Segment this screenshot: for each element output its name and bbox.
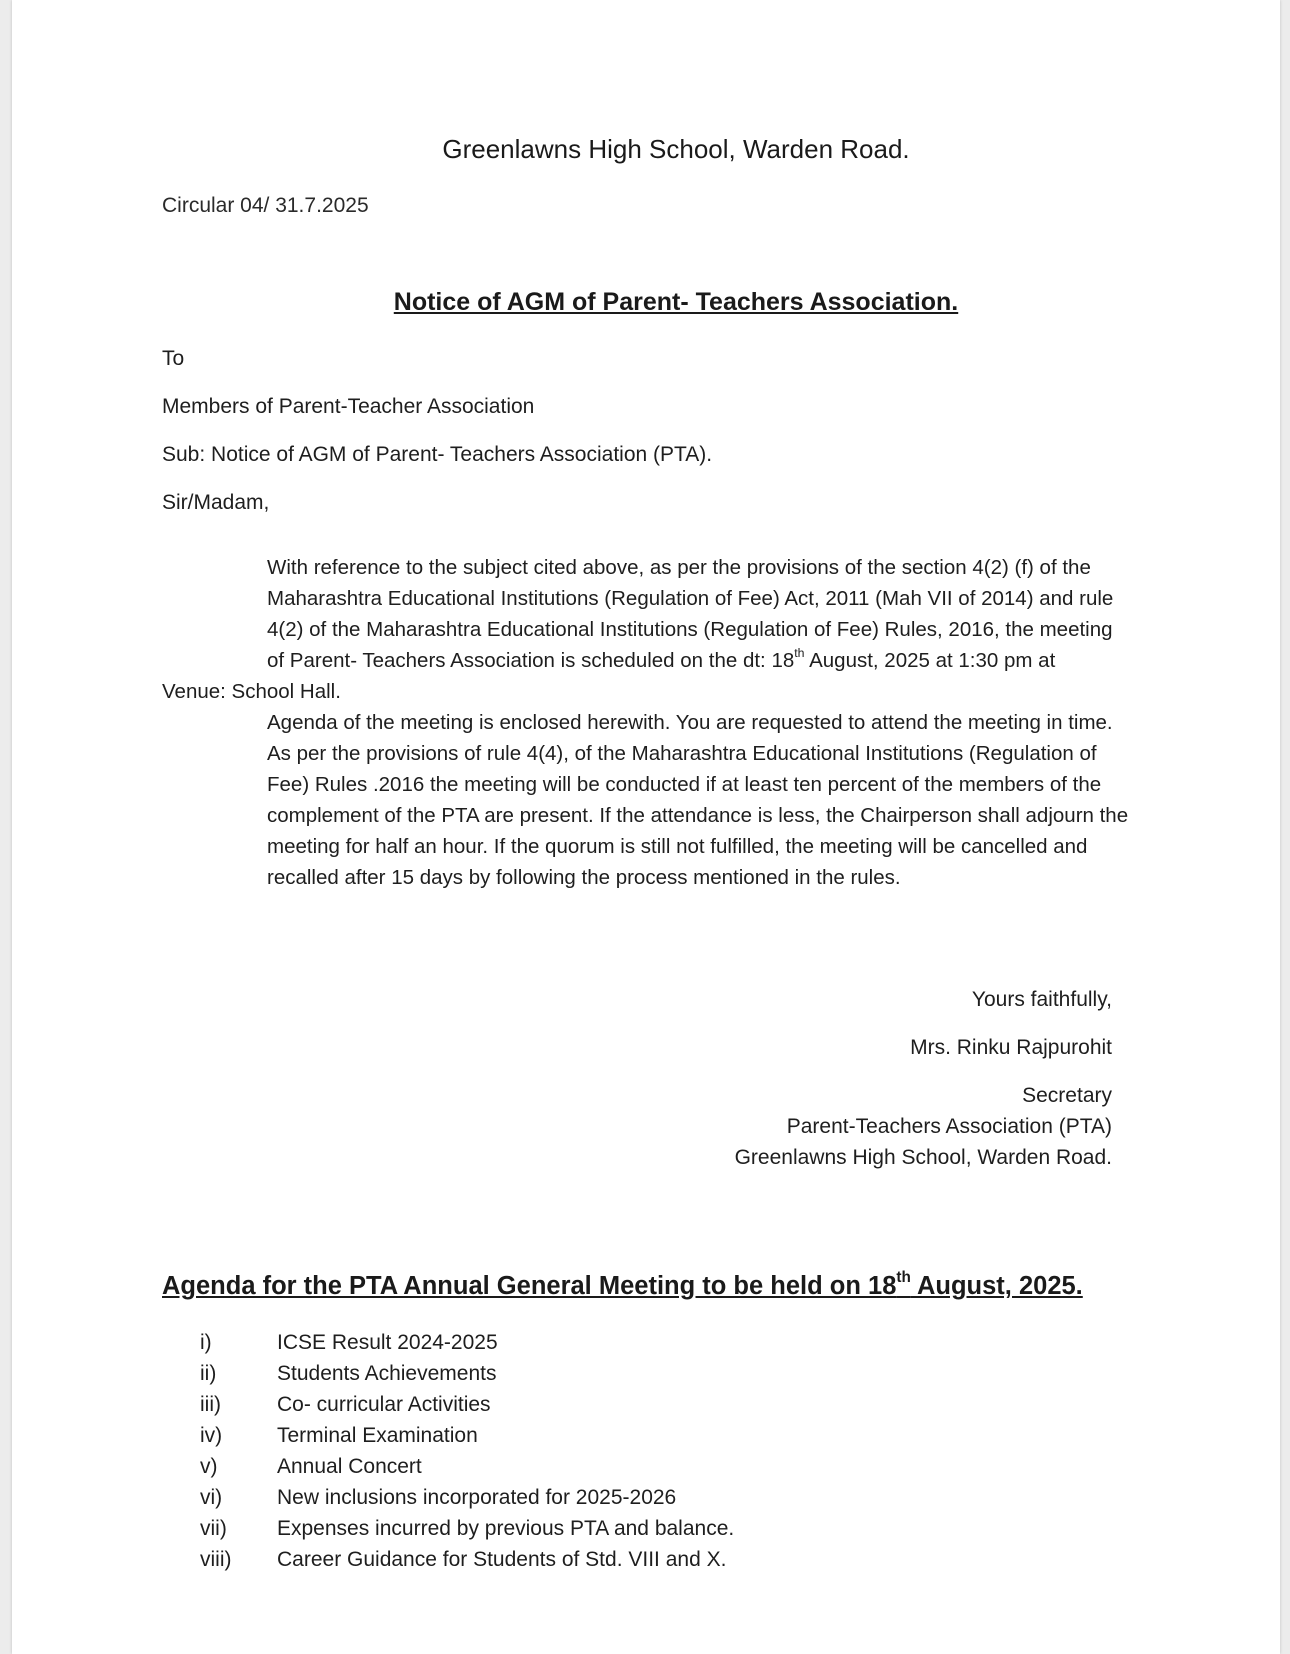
list-item — [200, 1327, 734, 1358]
agenda-title-text: Agenda for the PTA Annual General Meeting to be held on 18 — [162, 1272, 897, 1300]
address-members: Members of Parent-Teacher Association — [162, 395, 535, 418]
item-text: Terminal Examination — [277, 1424, 478, 1447]
agenda-title — [162, 1269, 1083, 1301]
signatory-school: Greenlawns High School, Warden Road. — [734, 1146, 1112, 1169]
agenda-title-tail: August, 2025. — [910, 1272, 1083, 1300]
signatory-role: Secretary — [1022, 1084, 1112, 1107]
circular-number: Circular 04/ 31.7.2025 — [162, 194, 369, 217]
list-item — [200, 1544, 734, 1575]
body-paragraph-1-text: With reference to the subject cited above, as per the provisions of the section 4(2) (f) of the Maharashtra Educational Institutions (Regulation of Fee) Act, 2011 (Mah VII of 2014) and rule 4(2) of the Maharashtra Educational Institutions (Regulation of Fee) Rules, 2016, the meeting of Parent- Teachers Association is scheduled on the dt: 18 — [267, 556, 1114, 672]
salutation: Sir/Madam, — [162, 491, 270, 514]
item-text: ICSE Result 2024-2025 — [277, 1331, 498, 1354]
item-number: vii) — [200, 1517, 227, 1540]
item-number: ii) — [200, 1362, 217, 1385]
body-paragraph-2: Agenda of the meeting is enclosed herewith. You are requested to attend the meeting in time. As per the provisions of rule 4(4), of the Maharashtra Educational Institutions (Regulation of Fee) Rules .2016 the meeting will be conducted if at least ten percent of the members of the complement of the PTA are present. If the attendance is less, the Chairperson shall adjourn the meeting for half an hour. If the quorum is still not fulfilled, the meeting will be cancelled and recalled after 15 days by following the process mentioned in the rules. — [267, 711, 1129, 889]
item-text: New inclusions incorporated for 2025-2026 — [277, 1486, 677, 1509]
list-item — [200, 1420, 734, 1451]
item-text: Expenses incurred by previous PTA and balance. — [277, 1517, 735, 1540]
item-number: iv) — [200, 1424, 223, 1447]
item-text: Students Achievements — [277, 1362, 497, 1385]
body-paragraph-1-tail: August, 2025 at 1:30 pm at — [804, 649, 1056, 672]
address-to: To — [162, 347, 185, 370]
list-item — [200, 1482, 734, 1513]
closing: Yours faithfully, — [971, 988, 1112, 1011]
item-number: v) — [200, 1455, 218, 1478]
subject-line: Sub: Notice of AGM of Parent- Teachers Association (PTA). — [162, 443, 713, 466]
agenda-date-superscript: th — [896, 1269, 911, 1287]
list-item — [200, 1358, 734, 1389]
item-text: Co- curricular Activities — [277, 1393, 491, 1416]
list-item — [200, 1389, 734, 1420]
item-text: Career Guidance for Students of Std. VIII and X. — [277, 1548, 727, 1571]
school-title: Greenlawns High School, Warden Road. — [442, 134, 910, 164]
list-item — [200, 1451, 734, 1482]
signatory-org: Parent-Teachers Association (PTA) — [786, 1115, 1112, 1138]
item-text: Annual Concert — [277, 1455, 422, 1478]
item-number: viii) — [200, 1548, 232, 1571]
body-paragraph-1 — [162, 552, 1132, 676]
item-number: i) — [200, 1331, 212, 1354]
date-superscript: th — [794, 646, 805, 661]
item-number: vi) — [200, 1486, 223, 1509]
list-item — [200, 1513, 734, 1544]
venue-line: Venue: School Hall. — [162, 680, 341, 703]
agenda-list — [200, 1327, 734, 1575]
document-page — [12, 0, 1280, 1654]
letter-body — [162, 552, 1132, 893]
notice-title: Notice of AGM of Parent- Teachers Association. — [393, 288, 959, 316]
signatory-name: Mrs. Rinku Rajpurohit — [910, 1036, 1112, 1059]
item-number: iii) — [200, 1393, 221, 1416]
